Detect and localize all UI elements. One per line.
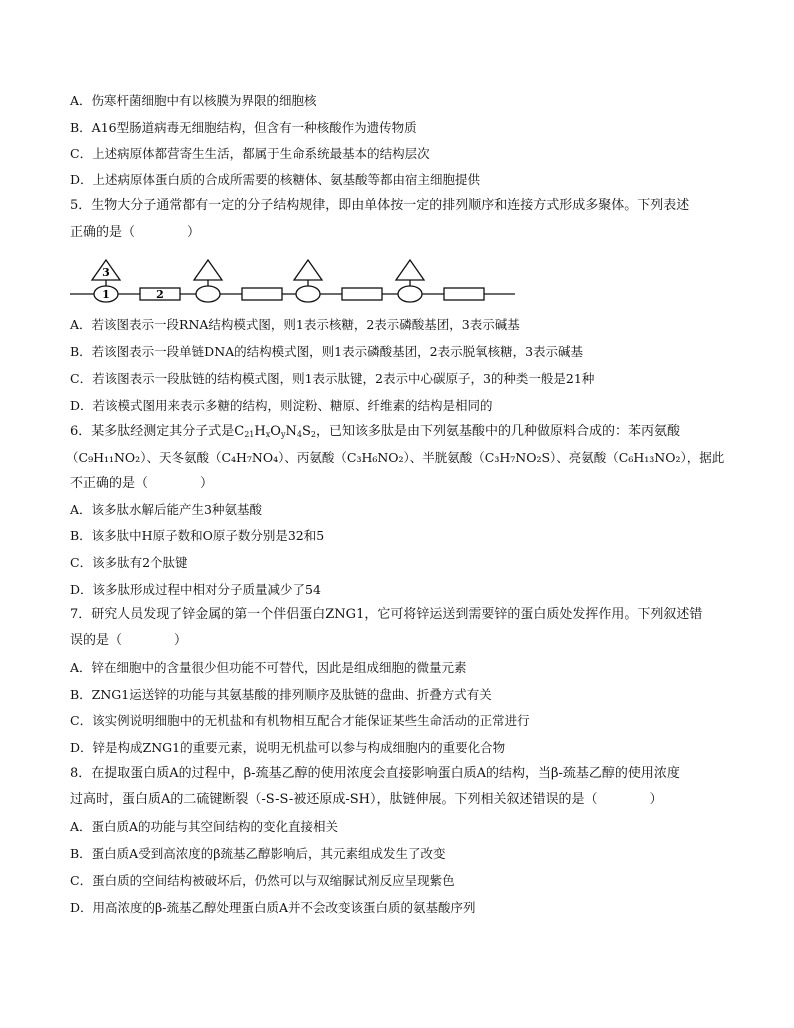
triangle-base-4 <box>396 260 424 280</box>
q4-option-c: C．上述病原体都营寄生生活，都属于生命系统最基本的结构层次 <box>70 146 430 161</box>
q8-option-d: D．用高浓度的β-巯基乙醇处理蛋白质A并不会改变该蛋白质的氨基酸序列 <box>70 900 476 915</box>
q8-option-a: A．蛋白质A的功能与其空间结构的变化直接相关 <box>70 819 339 834</box>
q8-stem-line1: 8．在提取蛋白质A的过程中，β-巯基乙醇的使用浓度会直接影响蛋白质A的结构，当β-巯基乙醇的使用浓度 <box>70 766 680 781</box>
q5-stem-line1: 5．生物大分子通常都有一定的分子结构规律，即由单体按一定的排列顺序和连接方式形成多聚体。下列表述 <box>70 198 690 213</box>
rect-unit-2 <box>242 288 282 300</box>
triangle-base-2 <box>194 260 222 280</box>
q8-option-b: B．蛋白质A受到高浓度的β巯基乙醇影响后，其元素组成发生了改变 <box>70 846 446 861</box>
q7-stem-line1: 7．研究人员发现了锌金属的第一个伴侣蛋白ZNG1，它可将锌运送到需要锌的蛋白质处发挥作用。下列叙述错 <box>70 607 703 622</box>
q6-option-a: A．该多肽水解后能产生3种氨基酸 <box>70 502 262 517</box>
rect-unit-4 <box>444 288 484 300</box>
q6-stem-line1: 6．某多肽经测定其分子式是$C_{21}H_xO_yN_4S_2$，已知该多肽是由下列氨基酸中的几种做原料合成的：苯丙氨酸 <box>70 424 680 439</box>
label-2: 2 <box>156 288 164 301</box>
q4-option-d: D．上述病原体蛋白质的合成所需要的核糖体、氨基酸等都由宿主细胞提供 <box>70 172 481 187</box>
q5-option-b: B．若该图表示一段单链DNA的结构模式图，则1表示磷酸基团，2表示脱氧核糖，3表示碱基 <box>70 344 584 359</box>
q7-option-d: D．锌是构成ZNG1的重要元素，说明无机盐可以参与构成细胞内的重要化合物 <box>70 740 506 755</box>
q7-stem-line2: 误的是（ ） <box>70 633 188 648</box>
monomer-chain-diagram <box>70 256 520 306</box>
circle-unit-3 <box>296 286 320 302</box>
q6-option-b: B．该多肽中H原子数和O原子数分别是32和5 <box>70 528 325 543</box>
q8-option-c: C．蛋白质的空间结构被破坏后，仍然可以与双缩脲试剂反应呈现紫色 <box>70 873 455 888</box>
q5-stem-line2: 正确的是（ ） <box>70 225 201 240</box>
triangle-base-3 <box>294 260 322 280</box>
q6-option-c: C．该多肽有2个肽键 <box>70 555 188 570</box>
q6-option-d: D．该多肽形成过程中相对分子质量减少了54 <box>70 582 321 597</box>
q5-option-d: D．若该模式图用来表示多糖的结构，则淀粉、糖原、纤维素的结构是相同的 <box>70 398 493 413</box>
q4-option-b: B．A16型肠道病毒无细胞结构，但含有一种核酸作为遗传物质 <box>70 120 417 135</box>
q4-option-a: A．伤寒杆菌细胞中有以核膜为界限的细胞核 <box>70 93 317 108</box>
label-1: 1 <box>102 288 110 301</box>
q7-option-a: A．锌在细胞中的含量很少但功能不可替代，因此是组成细胞的微量元素 <box>70 660 467 675</box>
label-3: 3 <box>102 266 110 279</box>
q7-option-c: C．该实例说明细胞中的无机盐和有机物相互配合才能保证某些生命活动的正常进行 <box>70 713 530 728</box>
circle-unit-4 <box>398 286 422 302</box>
q5-option-c: C．若该图表示一段肽链的结构模式图，则1表示肽键，2表示中心碳原子，3的种类一般是21种 <box>70 371 595 386</box>
q7-option-b: B．ZNG1运送锌的功能与其氨基酸的排列顺序及肽链的盘曲、折叠方式有关 <box>70 687 492 702</box>
q8-stem-line2: 过高时，蛋白质A的二硫键断裂（-S-S-被还原成-SH），肽链伸展。下列相关叙述错误的是（ ） <box>70 792 663 807</box>
rect-unit-3 <box>342 288 382 300</box>
q5-option-a: A．若该图表示一段RNA结构模式图，则1表示核糖，2表示磷酸基团，3表示碱基 <box>70 317 520 332</box>
circle-unit-2 <box>196 286 220 302</box>
q6-stem-line2: （C₉H₁₁NO₂）、天冬氨酸（C₄H₇NO₄）、丙氨酸（C₃H₆NO₂）、半胱氨酸（C₃H₇NO₂S）、亮氨酸（C₆H₁₃NO₂），据此 <box>66 450 725 465</box>
q6-stem-line3: 不正确的是（ ） <box>70 476 214 491</box>
